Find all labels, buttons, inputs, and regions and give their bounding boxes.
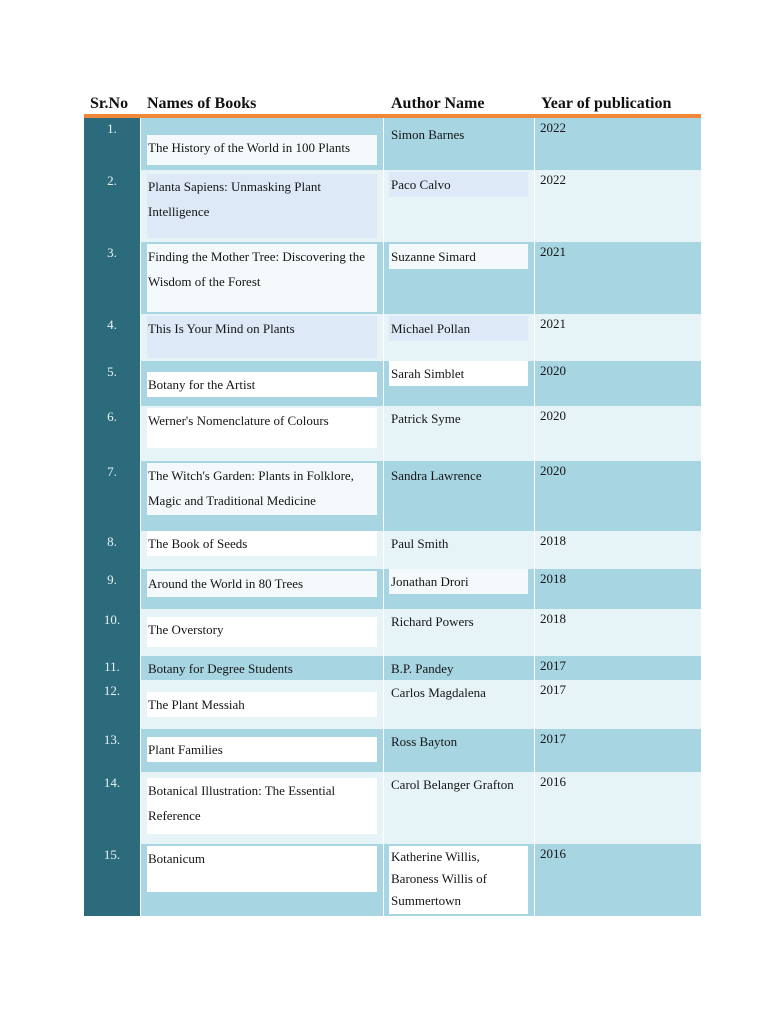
publication-year: 2021 [540,244,566,259]
book-name-cell [141,772,383,844]
book-name: This Is Your Mind on Plants [147,316,377,358]
author-name: Ross Bayton [391,734,458,749]
table-row [84,242,701,314]
year-cell [535,656,701,680]
publication-year: 2022 [540,172,566,187]
sr-no-cell: 1. [84,118,140,170]
book-name: Around the World in 80 Trees [147,571,377,597]
book-name: Werner's Nomenclature of Colours [147,408,377,448]
author-name: Suzanne Simard [389,244,528,269]
sr-no-cell: 11. [84,656,140,680]
table-row [84,609,701,656]
book-name-cell [141,569,383,609]
author-cell [384,531,534,569]
author-cell [384,118,534,170]
book-name: The Overstory [147,617,377,647]
publication-year: 2020 [540,408,566,423]
header-year: Year of publication [541,95,672,112]
year-cell [535,242,701,314]
book-name: The Witch's Garden: Plants in Folklore, Magic and Traditional Medicine [147,463,377,515]
publication-year: 2020 [540,363,566,378]
book-name-cell [141,461,383,531]
author-cell [384,609,534,656]
table-row [84,314,701,361]
publication-year: 2018 [540,611,566,626]
author-cell [384,406,534,461]
book-name: Finding the Mother Tree: Discovering the Wisdom of the Forest [147,244,377,312]
year-cell [535,170,701,242]
sr-no-cell: 3. [84,242,140,314]
book-name: Planta Sapiens: Unmasking Plant Intelligence [147,174,377,238]
year-cell [535,118,701,170]
publication-year: 2016 [540,846,566,861]
table-row [84,170,701,242]
table-row [84,844,701,916]
table-row [84,461,701,531]
publication-year: 2017 [540,731,566,746]
year-cell [535,680,701,729]
book-name-cell [141,361,383,406]
year-cell [535,361,701,406]
book-name-cell [141,609,383,656]
book-name: Botany for Degree Students [148,661,293,676]
sr-no-cell: 9. [84,569,140,609]
author-name: Richard Powers [391,614,474,629]
author-cell [384,772,534,844]
sr-no-cell: 4. [84,314,140,361]
author-cell [384,844,534,916]
publication-year: 2018 [540,571,566,586]
book-name: Botanicum [147,846,377,892]
author-name: Sarah Simblet [389,361,528,386]
book-name-cell [141,729,383,772]
author-name: Carol Belanger Grafton [391,777,514,792]
author-name: Paco Calvo [389,172,528,197]
year-cell [535,314,701,361]
year-cell [535,461,701,531]
book-name: The Book of Seeds [147,531,377,556]
author-name: Michael Pollan [389,316,528,341]
book-name-cell [141,531,383,569]
year-cell [535,531,701,569]
year-cell [535,844,701,916]
publication-year: 2016 [540,774,566,789]
header-book-names: Names of Books [147,95,257,112]
author-name: Simon Barnes [391,127,465,142]
header-author-name: Author Name [391,95,485,112]
author-name: Sandra Lawrence [391,468,482,483]
author-cell [384,729,534,772]
sr-no-cell: 13. [84,729,140,772]
author-cell [384,170,534,242]
table-row [84,118,701,170]
book-name-cell [141,656,383,680]
sr-no-cell: 8. [84,531,140,569]
sr-no-cell: 15. [84,844,140,916]
book-name: Plant Families [147,737,377,762]
publication-year: 2017 [540,658,566,673]
author-name: Carlos Magdalena [391,685,486,700]
sr-no-cell: 12. [84,680,140,729]
year-cell [535,772,701,844]
author-name: B.P. Pandey [391,661,454,676]
book-name-cell [141,242,383,314]
sr-no-cell: 7. [84,461,140,531]
year-cell [535,729,701,772]
author-cell [384,314,534,361]
book-name-cell [141,844,383,916]
author-name: Jonathan Drori [389,569,528,594]
book-name: Botany for the Artist [147,372,377,397]
table-row [84,569,701,609]
table-row [84,656,701,680]
author-cell [384,569,534,609]
sr-no-cell: 10. [84,609,140,656]
publication-year: 2020 [540,463,566,478]
book-name-cell [141,118,383,170]
year-cell [535,406,701,461]
author-name: Katherine Willis, Baroness Willis of Summertown [389,846,528,914]
author-cell [384,361,534,406]
book-name: The History of the World in 100 Plants [147,135,377,165]
author-name: Paul Smith [391,536,449,551]
table-row [84,531,701,569]
sr-no-cell: 5. [84,361,140,406]
author-name: Patrick Syme [391,411,461,426]
sr-no-cell: 14. [84,772,140,844]
table-row [84,729,701,772]
book-name-cell [141,680,383,729]
year-cell [535,609,701,656]
publication-year: 2022 [540,120,566,135]
sr-no-cell: 2. [84,170,140,242]
book-name-cell [141,314,383,361]
sr-no-cell: 6. [84,406,140,461]
table-row [84,680,701,729]
book-name: The Plant Messiah [147,692,377,717]
book-name-cell [141,406,383,461]
author-cell [384,461,534,531]
header-sr-no: Sr.No [90,95,129,112]
year-cell [535,569,701,609]
table-row [84,361,701,406]
author-cell [384,242,534,314]
book-name: Botanical Illustration: The Essential Reference [147,778,377,834]
book-name-cell [141,170,383,242]
publication-year: 2017 [540,682,566,697]
publication-year: 2018 [540,533,566,548]
publication-year: 2021 [540,316,566,331]
author-cell [384,680,534,729]
table-row [84,406,701,461]
table-row [84,772,701,844]
author-cell [384,656,534,680]
